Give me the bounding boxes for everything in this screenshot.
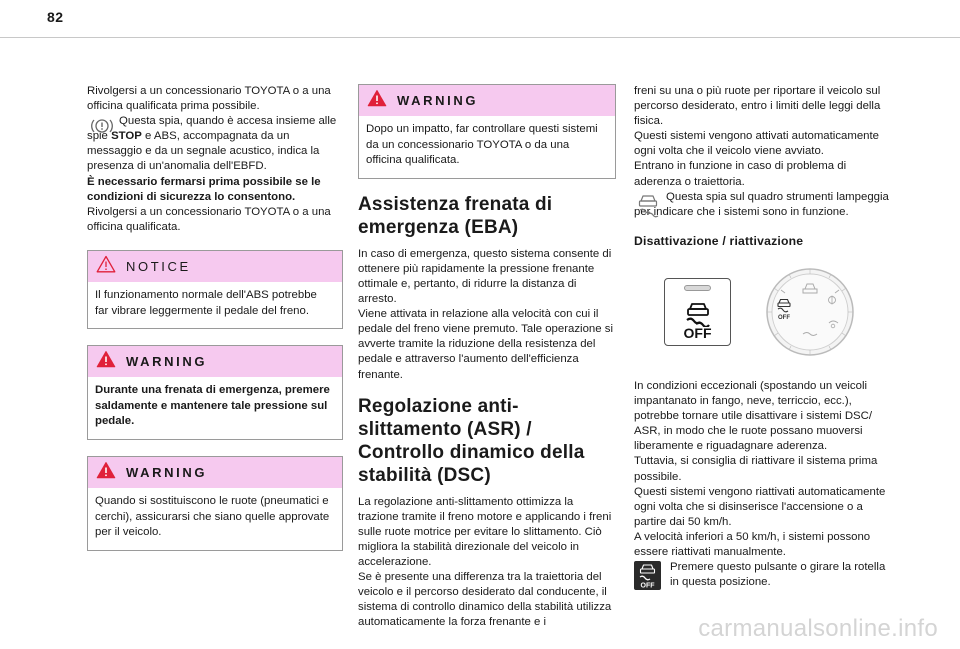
notice-triangle-icon [96, 255, 116, 278]
contact-paragraph: Rivolgersi a un concessionario TOYOTA o a una officina qualificata. [87, 205, 331, 233]
intro-paragraph: Rivolgersi a un concessionario TOYOTA o a una officina qualificata prima possibile. [87, 85, 331, 113]
column-3 [634, 84, 890, 590]
warning-header [359, 85, 615, 116]
stop-instruction: È necessario fermarsi prima possibile se le condizioni di sicurezza lo consentono. [87, 175, 321, 203]
warning-triangle-icon [96, 461, 116, 484]
warning-header [88, 457, 342, 488]
column-2 [358, 84, 616, 630]
warning-body: Dopo un impatto, far controllare questi sistemi da un concessionario TOYOTA o da una officina qualificata. [366, 123, 598, 167]
asr-paragraph-2: Se è presente una differenza tra la traiettoria del veicolo e il percorso desiderato dal conducente, il sistema di controllo dinamico della stabilità utilizza automaticamente la forza frenante e i [358, 571, 612, 629]
warning-body: Quando si sostituiscono le ruote (pneumatici e cerchi), assicurarsi che siano quelle approvate per il veicolo. [95, 494, 330, 539]
notice-header [88, 251, 342, 282]
paragraph: Questi sistemi vengono attivati automaticamente ogni volta che il veicolo viene avviato. [634, 130, 880, 158]
paragraph: Entrano in funzione in caso di problema di aderenza o traiettoria. [634, 160, 847, 188]
eba-paragraph-2: Viene attivata in relazione alla velocità con cui il pedale del freno viene premuto. Tale operazione si avverte tramite la riduzione della resistenza del pedale e attraverso l'aumento dell'efficienza frenante. [358, 308, 613, 381]
lamp-text-c: e ABS, accompagnata da un messaggio e da un segnale acustico, indica la presenza di un'anomalia dell'EBFD. [87, 130, 320, 173]
drive-mode-dial[interactable] [765, 267, 855, 357]
heading-asr-dsc: Regolazione anti-slittamento (ASR) / Controllo dinamico della stabilità (DSC) [358, 395, 585, 486]
warning-body: Durante una frenata di emergenza, premere saldamente e mantenere tale pressione sul pedale. [95, 384, 330, 428]
warning-box-2 [87, 456, 343, 551]
paragraph: In condizioni eccezionali (spostando un veicoli impantanato in fango, neve, terriccio, ecc.), potrebbe tornare utile disattivare i sistemi DSC/ ASR, in modo che le ruote possano muoversi liberamente e riguadagnare aderenza. [634, 379, 873, 453]
press-block [634, 560, 890, 590]
dsc-lamp-block [634, 190, 890, 220]
svg-text:OFF: OFF [778, 314, 790, 321]
lamp-text-a: Questa spia, quando è accesa insieme alle spie [87, 115, 337, 143]
warning-title: WARNING [126, 354, 208, 370]
controls-illustration [664, 267, 890, 357]
warning-triangle-icon [367, 89, 387, 112]
ebfd-lamp-block [87, 114, 343, 174]
warning-title: WARNING [126, 464, 208, 480]
svg-text:OFF: OFF [640, 582, 655, 590]
warning-title: WARNING [397, 92, 479, 108]
watermark: carmanualsonline.info [698, 615, 938, 642]
dsc-off-button[interactable] [664, 278, 731, 346]
notice-title: NOTICE [126, 258, 191, 274]
brake-warning-icon [89, 116, 115, 141]
dsc-lamp-text: Questa spia sul quadro strumenti lampeggia per indicare che i sistemi sono in funzione. [634, 190, 889, 218]
eba-paragraph-1: In caso di emergenza, questo sistema consente di ottenere più rapidamente la pressione frenante ottimale e, pertanto, di ridurre la distanza di arresto. [358, 247, 612, 306]
page-number: 82 [47, 9, 64, 25]
warning-header [88, 346, 342, 377]
paragraph: A velocità inferiori a 50 km/h, i sistemi possono essere riattivati manualmente. [634, 530, 871, 558]
button-off-label: OFF [683, 324, 712, 341]
ebfd-lamp-text [87, 114, 343, 174]
heading-eba: Assistenza frenata di emergenza (EBA) [358, 193, 553, 238]
notice-body: Il funzionamento normale dell'ABS potrebbe far vibrare leggermente il pedale del freno. [95, 288, 317, 317]
paragraph: Tuttavia, si consiglia di riattivare il sistema prima possibile. [634, 455, 878, 483]
paragraph: Questi sistemi vengono riattivati automaticamente ogni volta che si disinserisce l'accensione o a partire dai 50 km/h. [634, 485, 886, 528]
press-text: Premere questo pulsante o girare la rotella in questa posizione. [670, 561, 886, 589]
warning-box-impact [358, 84, 616, 179]
dsc-off-small-icon [634, 561, 661, 590]
warning-box-1 [87, 345, 343, 440]
paragraph: freni su una o più ruote per riportare il veicolo sul percorso desiderato, entro i limiti delle leggi della fisica. [634, 85, 881, 128]
notice-box [87, 250, 343, 329]
heading-disable: Disattivazione / riattivazione [634, 233, 804, 248]
lamp-text-stop: STOP [111, 130, 142, 143]
skid-car-icon [636, 191, 660, 224]
asr-paragraph-1: La regolazione anti-slittamento ottimizza la trazione tramite il freno motore e applicando i freni sulle ruote motrice per evitare lo slittamento. Ciò migliora la stabilità direzionale del veicolo in accelerazione. [358, 495, 612, 568]
warning-triangle-icon [96, 350, 116, 373]
column-1-content [87, 84, 343, 551]
button-led [684, 285, 711, 291]
header-divider [0, 37, 960, 38]
